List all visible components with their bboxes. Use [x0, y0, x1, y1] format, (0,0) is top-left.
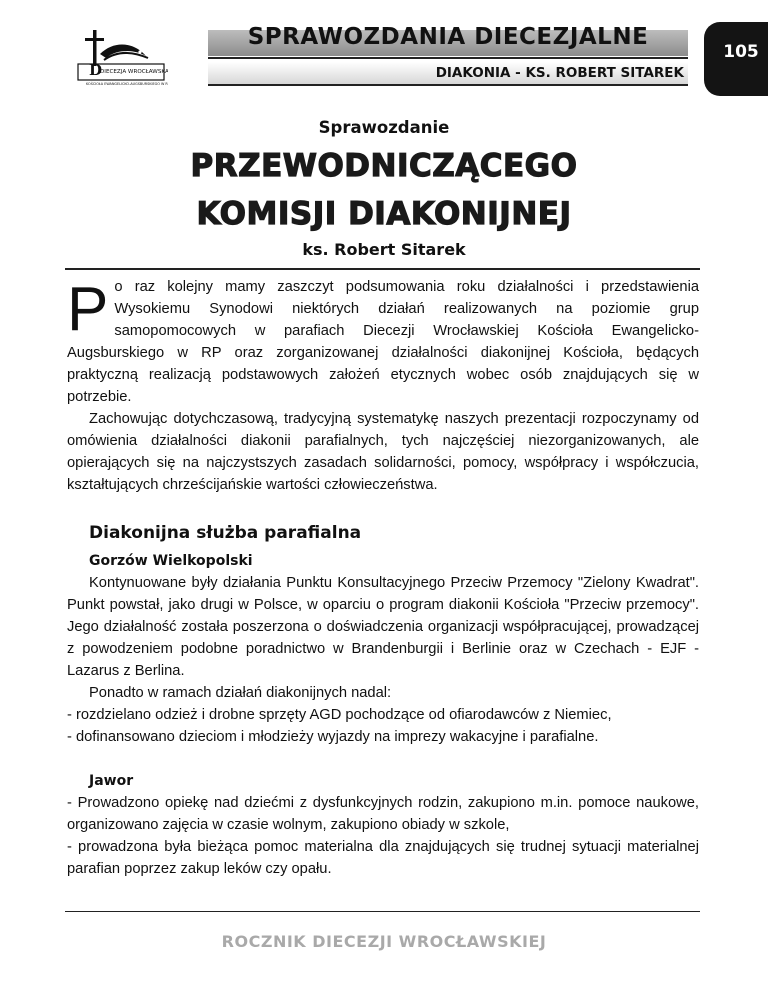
drop-cap: P	[67, 275, 109, 344]
article-body	[67, 276, 699, 880]
intro-paragraph	[67, 276, 699, 408]
list-item: - prowadzona była bieżąca pomoc materialna dla znajdujących się trudnej sytuacji materialnej parafian poprzez zakup leków czy opału.	[67, 839, 699, 877]
header-divider-bottom	[208, 84, 688, 86]
logo-text: DIECEZJA WROCŁAWSKA	[100, 69, 168, 75]
diocese-logo	[76, 28, 168, 88]
paragraph: Ponadto w ramach działań diakonijnych nadal:	[89, 685, 392, 701]
section-heading: Diakonijna służba parafialna	[89, 523, 362, 543]
intro-text: o raz kolejny mamy zaszczyt podsumowania roku działalności i przedstawienia Wysokiemu Synodowi niektórych działań realizowanych na poziomie grup samopomocowych w parafiach Diecezji Wrocławskiej Kościoła Ewangelicko-Augsburskiego w RP oraz zorganizowanej działalności diakonijnej Kościoła, będących praktyczną realizacją podstawowych założeń etycznych wobec osób znajdujących się w potrzebie.	[67, 279, 699, 405]
running-header-title: SPRAWOZDANIA DIECEZJALNE	[247, 24, 649, 50]
list-item: - dofinansowano dzieciom i młodzieży wyjazdy na imprezy wakacyjne i parafialne.	[67, 729, 599, 745]
article-title-line-1: PRZEWODNICZĄCEGO	[190, 148, 578, 184]
subsection-heading-jawor: Jawor	[89, 773, 134, 789]
article-title-line-2: KOMISJI DIAKONIJNEJ	[196, 196, 572, 232]
logo-subtext: KOŚCIOŁA EWANGELICKO-AUGSBURSKIEGO W RP	[86, 82, 168, 86]
footer-rule	[65, 911, 700, 912]
running-footer: ROCZNIK DIECEZJI WROCŁAWSKIEJ	[221, 932, 547, 951]
article-kicker: Sprawozdanie	[318, 118, 450, 137]
running-header-subtitle: DIAKONIA - KS. ROBERT SITAREK	[435, 65, 684, 81]
title-rule	[65, 268, 700, 270]
header-divider	[208, 57, 688, 59]
paragraph: Zachowując dotychczasową, tradycyjną systematykę naszych prezentacji rozpoczynamy od omówienia działalności diakonii parafialnych, tych najczęściej niezorganizowanych, ale opierających się na najczystszych zasadach solidarności, pomocy, współpracy i współczucia, kształtujących chrześcijańskie wartości człowieczeństwa.	[67, 411, 699, 493]
article-title	[0, 142, 768, 238]
list-item: - Prowadzono opiekę nad dziećmi z dysfunkcyjnych rodzin, zakupiono m.in. pomoce naukowe, organizowano zajęcia w czasie wolnym, zakupiono obiady w szkole,	[67, 795, 699, 833]
list-item: - rozdzielano odzież i drobne sprzęty AGD pochodzące od ofiarodawców z Niemiec,	[67, 707, 612, 723]
page-number: 105	[723, 42, 759, 62]
article-author: ks. Robert Sitarek	[302, 240, 466, 259]
paragraph: Kontynuowane były działania Punktu Konsultacyjnego Przeciw Przemocy "Zielony Kwadrat". Punkt powstał, jako drugi w Polsce, w oparciu o program diakonii Kościoła "Przeciw przemocy". Jego działalność została poszerzona o doświadczenia organizacji współpracującej, prowadzącej z powodzeniem podobne poradnictwo w Brandenburgii i Berlinie oraz w Czechach - EJF - Lazarus z Berlina.	[67, 575, 699, 679]
svg-text:D: D	[89, 61, 103, 79]
subsection-heading-gorzow: Gorzów Wielkopolski	[89, 553, 253, 569]
